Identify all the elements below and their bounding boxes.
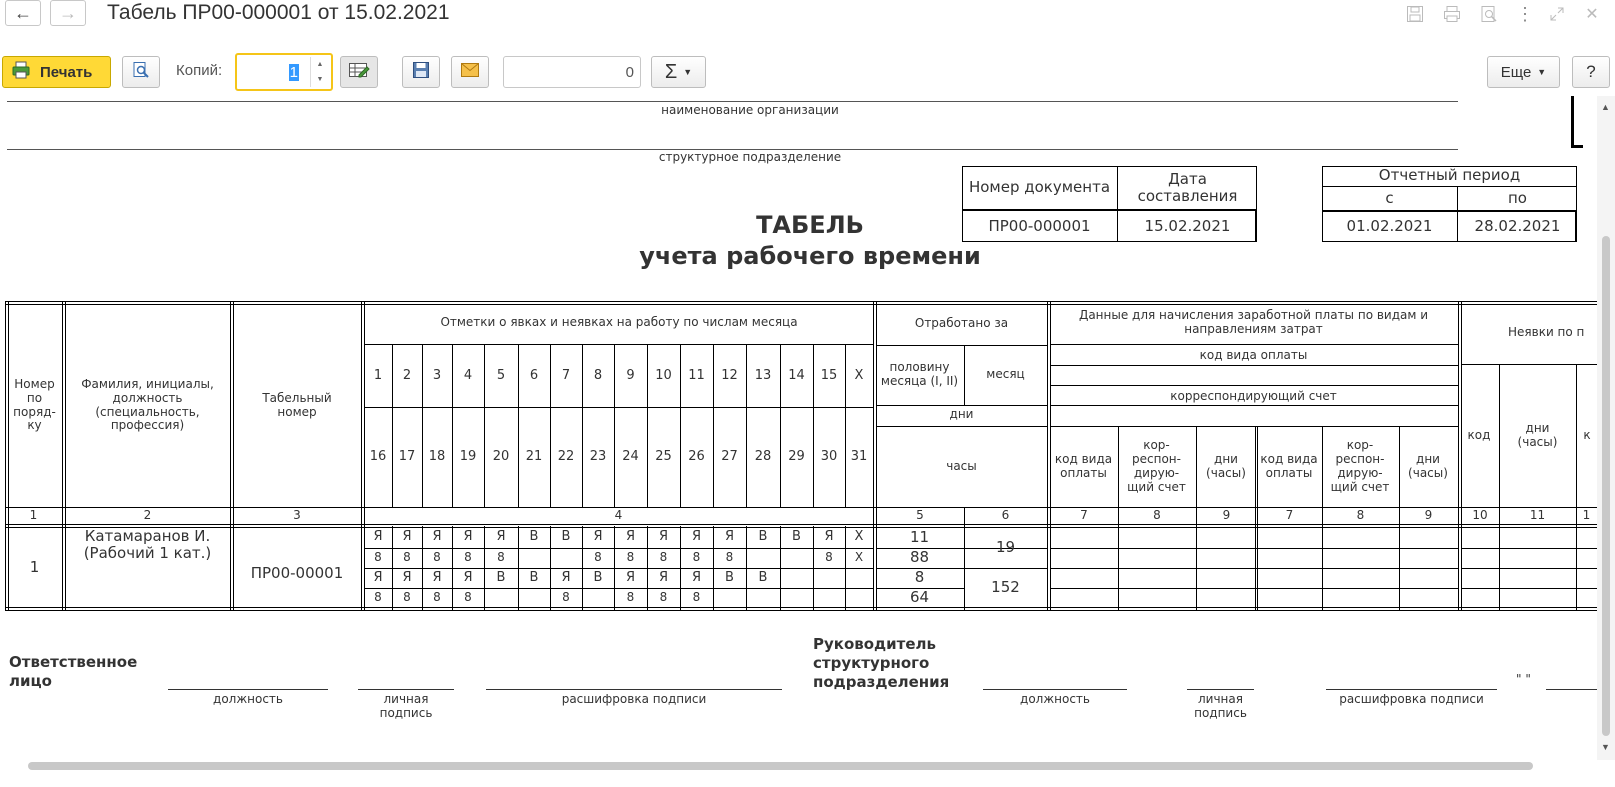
preview-icon[interactable] — [1478, 4, 1500, 24]
day-number-bottom: 29 — [788, 449, 805, 465]
hours-cell — [713, 588, 746, 608]
mark-cell — [813, 568, 845, 588]
header-sub-corr-1: кор-респон-дирую-щий счет — [1127, 438, 1186, 494]
half1-days: 11 — [909, 528, 930, 547]
mark-cell: В — [792, 529, 801, 545]
header-hours: часы — [946, 459, 977, 474]
mark-cell: Я — [373, 529, 383, 545]
header-abs-k: к — [1583, 428, 1591, 443]
day-number-bottom: 22 — [557, 449, 575, 465]
header-sub-code-2: код вида оплаты — [1260, 452, 1318, 480]
day-number-top: 14 — [788, 367, 805, 383]
mark-cell: В — [758, 529, 768, 545]
hours-cell: 8 — [433, 550, 441, 565]
header-month: месяц — [986, 367, 1025, 382]
day-number-bottom: 20 — [492, 449, 510, 465]
copies-label: Копий: — [176, 62, 223, 79]
column-number: 7 — [1080, 508, 1088, 523]
vertical-scrollbar[interactable] — [1597, 96, 1615, 760]
hours-cell: 8 — [497, 550, 505, 565]
doc-date-value: 15.02.2021 — [1144, 216, 1231, 235]
day-number-top: 2 — [402, 367, 412, 383]
spreadsheet-document[interactable] — [0, 96, 1597, 760]
print-button[interactable]: Печать — [2, 56, 111, 88]
header-employee: Фамилия, инициалы, должность (специальность, профессия) — [81, 376, 214, 433]
sum-field[interactable]: 0 — [503, 56, 641, 88]
arrow-right-icon: → — [59, 2, 77, 23]
half2-days: 8 — [914, 568, 925, 587]
hours-cell: 8 — [692, 590, 701, 605]
table-edit-icon — [348, 61, 370, 83]
hours-cell — [746, 588, 780, 608]
copies-spinner[interactable] — [310, 57, 329, 87]
mark-cell: Я — [625, 569, 636, 585]
window-title: Табель ПР00-000001 от 15.02.2021 — [107, 1, 450, 24]
row-number: 1 — [29, 558, 40, 577]
hours-cell — [518, 548, 550, 568]
mark-cell: Я — [658, 569, 669, 585]
head-label: Руководитель структурного подразделения — [813, 635, 950, 691]
day-number-top: X — [854, 367, 864, 383]
send-email-button[interactable] — [451, 56, 489, 88]
resp-position-caption: должность — [213, 692, 283, 706]
hours-cell: 8 — [374, 550, 382, 565]
day-number-bottom: 18 — [428, 449, 446, 465]
column-number: 7 — [1285, 508, 1294, 523]
header-tab-number: Табельный номер — [262, 390, 332, 419]
resp-decoding-caption: расшифровка подписи — [561, 692, 707, 706]
half2-hours: 64 — [909, 588, 930, 607]
header-absences: Неявки по п — [1508, 325, 1585, 340]
mark-cell: Я — [691, 529, 702, 545]
header-sub-code-1: код вида оплаты — [1054, 452, 1113, 480]
arrow-left-icon: ← — [14, 2, 32, 23]
day-number-top: 5 — [496, 367, 506, 383]
hours-cell — [813, 588, 845, 608]
header-worked: Отработано за — [914, 316, 1009, 331]
doc-number-value: ПР00-000001 — [988, 216, 1091, 235]
printer-icon — [11, 60, 31, 84]
header-corr-account: корреспондирующий счет — [1170, 389, 1337, 404]
mark-cell — [780, 568, 813, 588]
mark-cell: Я — [463, 529, 473, 545]
hours-cell: 8 — [825, 550, 833, 565]
mark-cell: Я — [658, 529, 669, 545]
hours-cell — [746, 548, 780, 568]
copies-input[interactable]: 1 ▲ ▼ — [235, 53, 333, 91]
header-sub-corr-2: кор-респон-дирую-щий счет — [1330, 438, 1390, 494]
column-number: 9 — [1424, 508, 1433, 523]
sigma-icon: Σ — [664, 60, 678, 83]
scroll-down-icon[interactable]: ▼ — [1601, 742, 1610, 752]
mark-cell: Я — [824, 529, 834, 545]
column-number: 1 — [29, 508, 38, 523]
column-number: 9 — [1222, 508, 1231, 523]
back-button[interactable] — [5, 0, 41, 26]
hours-cell: 8 — [464, 590, 472, 605]
column-number: 4 — [614, 508, 623, 523]
header-sub-days-1: дни (часы) — [1206, 452, 1246, 480]
header-days: дни — [949, 407, 974, 422]
magnifier-page-icon — [132, 61, 150, 83]
mark-cell: Я — [432, 569, 442, 585]
more-vertical-icon[interactable]: ⋮ — [1516, 3, 1534, 24]
column-number: 8 — [1356, 508, 1365, 523]
hours-cell: 8 — [403, 590, 411, 605]
day-number-top: 9 — [626, 367, 635, 383]
day-number-bottom: 25 — [655, 449, 672, 465]
day-number-top: 13 — [754, 367, 772, 383]
resp-signature-caption: личная подпись — [379, 692, 433, 720]
day-number-bottom: 21 — [525, 449, 543, 465]
mark-cell: Я — [496, 529, 506, 545]
header-abs-code: код — [1467, 428, 1491, 443]
chevron-down-icon: ▼ — [683, 67, 693, 77]
day-number-bottom: 30 — [820, 449, 838, 465]
half1-hours: 88 — [909, 548, 930, 567]
hours-cell — [550, 548, 582, 568]
mark-cell: Я — [561, 569, 571, 585]
mark-cell: Я — [724, 529, 735, 545]
sum-mode-dropdown[interactable] — [651, 56, 706, 88]
head-signature-caption: личная подпись — [1194, 692, 1247, 720]
mark-cell: Я — [593, 529, 603, 545]
envelope-icon — [460, 62, 480, 82]
column-number: 8 — [1153, 508, 1161, 523]
column-number: 11 — [1529, 508, 1546, 523]
day-number-bottom: 23 — [589, 449, 607, 465]
column-number: 3 — [293, 508, 301, 523]
mark-cell: Х — [854, 529, 864, 545]
period-from-label: с — [1385, 188, 1394, 207]
hours-cell: 8 — [562, 590, 570, 605]
hours-cell: 8 — [692, 550, 701, 565]
column-number: 5 — [916, 508, 924, 523]
mark-cell: В — [529, 529, 539, 545]
dept-caption: структурное подразделение — [658, 150, 842, 164]
doc-date-header: Дата составления — [1137, 169, 1238, 205]
day-number-top: 10 — [655, 367, 672, 383]
header-pay-code: код вида оплаты — [1199, 348, 1308, 363]
preview-button[interactable] — [122, 56, 160, 88]
hours-cell: 8 — [659, 550, 668, 565]
hours-cell: Х — [854, 550, 864, 565]
month-days: 19 — [995, 538, 1016, 557]
day-number-bottom: 17 — [398, 449, 416, 465]
period-from-value: 01.02.2021 — [1346, 217, 1433, 236]
period-to-label: по — [1508, 188, 1527, 207]
mark-cell: Я — [432, 529, 442, 545]
column-number: 2 — [143, 508, 152, 523]
day-number-bottom: 26 — [688, 449, 705, 465]
save-icon[interactable] — [1404, 4, 1426, 24]
doc-title-line2: учета рабочего времени — [639, 242, 981, 270]
day-number-bottom: 19 — [459, 449, 477, 465]
hours-cell: 8 — [374, 590, 382, 605]
header-half-month: половину месяца (I, II) — [880, 360, 959, 388]
help-button[interactable]: ? — [1572, 56, 1610, 88]
doc-title-line1: ТАБЕЛЬ — [756, 211, 864, 239]
more-button[interactable]: Еще ▼ — [1487, 56, 1560, 88]
column-number: 10 — [1472, 508, 1488, 523]
day-number-top: 6 — [529, 367, 539, 383]
day-number-top: 3 — [432, 367, 442, 383]
horizontal-scrollbar[interactable] — [0, 760, 1597, 787]
day-number-top: 1 — [373, 367, 383, 383]
mark-cell: Я — [373, 569, 383, 585]
mark-cell: В — [593, 569, 603, 585]
day-number-top: 15 — [820, 367, 838, 383]
mark-cell — [845, 568, 873, 588]
hours-cell: 8 — [403, 550, 411, 565]
edit-mode-button[interactable] — [340, 56, 378, 88]
day-number-top: 8 — [593, 367, 603, 383]
header-attendance-marks: Отметки о явках и неявках на работу по числам месяца — [440, 315, 798, 330]
period-header: Отчетный период — [1378, 166, 1521, 185]
employee-name: Катамаранов И. (Рабочий 1 кат.) — [83, 527, 212, 563]
mark-cell: Я — [463, 569, 473, 585]
day-number-bottom: 16 — [369, 449, 387, 465]
floppy-icon — [412, 61, 430, 83]
hours-cell: 8 — [626, 550, 635, 565]
mark-cell: Я — [625, 529, 636, 545]
header-abs-days: дни (часы) — [1517, 421, 1558, 449]
mark-cell: В — [529, 569, 539, 585]
chevron-down-icon: ▼ — [1537, 67, 1547, 77]
hours-cell: 8 — [626, 590, 635, 605]
head-position-caption: должность — [1020, 692, 1090, 706]
spin-up-icon: ▲ — [316, 61, 324, 68]
head-decoding-caption: расшифровка подписи — [1339, 692, 1484, 706]
forward-button[interactable] — [50, 0, 86, 26]
date-quote: " " — [1516, 672, 1531, 686]
hours-cell — [845, 588, 873, 608]
column-number: 6 — [1001, 508, 1010, 523]
day-number-top: 7 — [561, 367, 571, 383]
day-number-bottom: 27 — [721, 449, 738, 465]
hours-cell — [780, 588, 813, 608]
vertical-scroll-thumb[interactable] — [1602, 236, 1610, 736]
column-number: 1 — [1582, 508, 1591, 523]
month-hours: 152 — [991, 578, 1020, 597]
day-number-bottom: 28 — [754, 449, 772, 465]
mark-cell: Я — [402, 529, 412, 545]
hours-cell — [780, 548, 813, 568]
day-number-top: 4 — [463, 367, 473, 383]
period-to-value: 28.02.2021 — [1474, 217, 1561, 236]
header-sub-days-2: дни (часы) — [1408, 452, 1448, 480]
day-number-bottom: 24 — [622, 449, 639, 465]
mark-cell: В — [561, 529, 571, 545]
mark-cell: В — [496, 569, 506, 585]
org-caption: наименование организации — [661, 103, 839, 117]
hours-cell: 8 — [594, 550, 602, 565]
hours-cell — [518, 588, 550, 608]
hours-cell: 8 — [659, 590, 668, 605]
hours-cell — [484, 588, 518, 608]
hours-cell: 8 — [725, 550, 734, 565]
horizontal-scroll-thumb[interactable] — [28, 762, 1533, 770]
header-salary-data: Данные для начисления заработной платы по видам и направлениям затрат — [1078, 308, 1429, 336]
mark-cell: В — [758, 569, 768, 585]
responsible-label: Ответственное лицо — [9, 653, 138, 690]
mark-cell: Я — [402, 569, 412, 585]
mark-cell: Я — [691, 569, 702, 585]
doc-number-header: Номер документа — [968, 178, 1111, 197]
day-number-top: 11 — [688, 367, 705, 383]
expand-icon[interactable] — [1546, 4, 1568, 24]
day-number-top: 12 — [721, 367, 738, 383]
header-row-number: Номер по поряд-ку — [13, 376, 56, 433]
spin-down-icon: ▼ — [316, 76, 324, 83]
scroll-up-icon[interactable]: ▲ — [1601, 102, 1610, 112]
mark-cell: В — [725, 569, 734, 585]
employee-tab-number: ПР00-00001 — [250, 564, 344, 583]
save-button[interactable] — [402, 56, 440, 88]
hours-cell: 8 — [433, 590, 441, 605]
hours-cell — [582, 588, 614, 608]
close-icon[interactable]: ✕ — [1585, 6, 1599, 23]
print-icon[interactable] — [1441, 4, 1463, 24]
hours-cell: 8 — [464, 550, 472, 565]
day-number-bottom: 31 — [850, 449, 868, 465]
